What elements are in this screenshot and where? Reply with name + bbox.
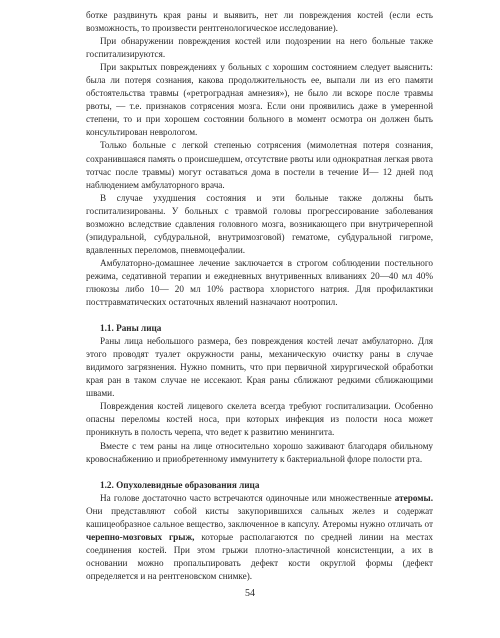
paragraph-healing: Вместе с тем раны на лице относительно хорошо заживают благодаря обильному кровоснабжению и приобретенному иммунитету к бактериальной флоре полости рта.: [86, 440, 433, 464]
paragraph-deterioration: В случае ухудшения состояния и эти больные также должны быть госпитализированы. У больных с травмой головы прогрессирование заболевания возможно вследствие сдавления головного мозга, возникающего при внутричерепной (эпидуральной, субдуральной, внутримозговой) гематоме, субдуральной гигроме, вдавленных переломов, пневмоцефалии.: [86, 192, 433, 255]
paragraph-atheromas: [86, 492, 433, 583]
section-heading-tumors: 1.2. Опухолевидные образования лица: [100, 479, 260, 490]
paragraph-closed-injuries: При закрытых повреждениях у больных с хорошим состоянием следует выяснить: была ли потеря сознания, какова продолжительность ее, выпали ли из его памяти обстоятельства травмы («ретроградная амнезия»), не было ли вскоре после травмы рвоты, — т.е. признаков сотрясения мозга. Если они проявились даже в умеренной степени, то и при хорошем состоянии больного в момент осмотра он должен быть консультирован неврологом.: [86, 62, 433, 138]
paragraph-mild-concussion: Только больные с легкой степенью сотрясения (мимолетная потеря сознания, сохранившаяся память о происшедшем, отсутствие рвоты или однократная легкая рвота тотчас после травмы) могут оставаться дома в постели в течение И— 12 дней под наблюдением амбулаторного врача.: [86, 140, 433, 190]
paragraph-facial-bones: Повреждения костей лицевого скелета всегда требуют госпитализации. Особенно опасны переломы костей носа, при которых инфекция из полости носа может проникнуть в полость черепа, что ведет к развитию менингита.: [86, 401, 433, 438]
page-body: [86, 9, 433, 583]
text-run: которые располагаются по средней линии на местах соединения костей. При этом грыжи плотно-эластичной консистенции, а их в основании можно пропальпировать дефект кости округлой формы (дефект определяется и на рентгеновском снимке).: [86, 531, 434, 581]
paragraph-home-treatment: Амбулаторно-домашнее лечение заключается в строгом соблюдении постельного режима, седативной терапии и ежедневных внутривенных вливаниях 20—40 мл 40% глюкозы либо 10— 20 мл 10% раствора хлористого натрия. Для профилактики посттравматических остаточных явлений назначают ноотропил.: [86, 257, 433, 308]
term-cerebral-hernia: черепно-мозговых грыж,: [86, 531, 195, 542]
paragraph-hospitalization: При обнаружении повреждения костей или подозрении на него больные также госпитализируются.: [86, 36, 433, 60]
text-run: Они представляют собой кисты закупорившихся сальных желез и содержат кашицеобразное сальное вещество, заключенное в капсулу. Атеромы нужно отличать от: [86, 505, 433, 529]
page-number: 54: [245, 588, 255, 599]
paragraph-face-wounds: Раны лица небольшого размера, без повреждения костей лечат амбулаторно. Для этого проводят туалет окружности раны, механическую очистку раны в случае видимого загрязнения. Нужно помнить, что при первичной хирургической обработки края ран в таком случае не иссекают. Края раны сближают редкими сближающими швами.: [86, 336, 433, 399]
paragraph-continuation: ботке раздвинуть края раны и выявить, нет ли повреждения костей (если есть возможность, то произвести рентгенологическое исследование).: [86, 10, 433, 34]
term-atheroma: атеромы.: [394, 492, 433, 503]
section-heading-face-wounds: 1.1. Раны лица: [100, 323, 162, 334]
text-run: На голове достаточно часто встречаются одиночные или множественные: [100, 492, 395, 503]
